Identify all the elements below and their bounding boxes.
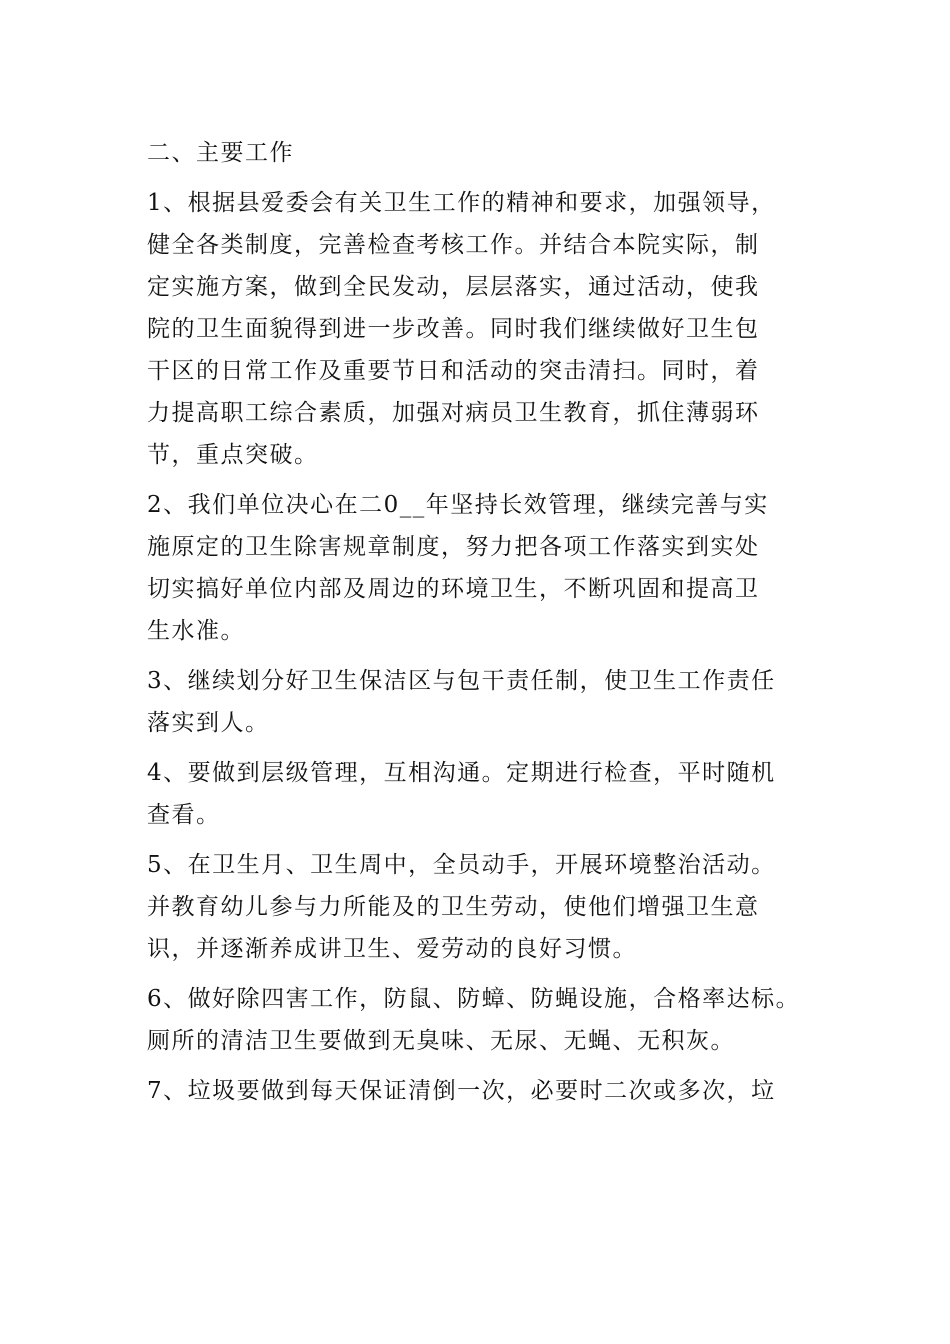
section-heading: 二、主要工作: [147, 140, 294, 166]
paragraph-line: 4、要做到层级管理，互相沟通。定期进行检查，平时随机: [147, 760, 776, 786]
paragraph-line: 定实施方案，做到全民发动，层层落实，通过活动，使我: [147, 274, 760, 300]
paragraph-line: 力提高职工综合素质，加强对病员卫生教育，抓住薄弱环: [147, 400, 760, 426]
paragraph-line: 1、根据县爱委会有关卫生工作的精神和要求，加强领导，: [147, 190, 776, 216]
paragraph-line: 干区的日常工作及重要节日和活动的突击清扫。同时，着: [147, 358, 760, 384]
paragraph-3: [147, 660, 817, 744]
paragraph-line: 健全各类制度，完善检查考核工作。并结合本院实际，制: [147, 232, 760, 258]
paragraph-1: [147, 182, 817, 476]
paragraph-line: 并教育幼儿参与力所能及的卫生劳动，使他们增强卫生意: [147, 894, 760, 920]
paragraph-line: 3、继续划分好卫生保洁区与包干责任制，使卫生工作责任: [147, 668, 776, 694]
paragraph-line: 节，重点突破。: [147, 442, 319, 468]
paragraph-4: [147, 752, 817, 836]
paragraph-7: [147, 1070, 817, 1112]
paragraph-line: 落实到人。: [147, 710, 270, 736]
paragraph-line: 2、我们单位决心在二0__年坚持长效管理，继续完善与实: [147, 492, 769, 518]
document-body: [147, 132, 817, 1112]
paragraph-line: 厕所的清洁卫生要做到无臭味、无尿、无蝇、无积灰。: [147, 1028, 735, 1054]
paragraph-line: 识，并逐渐养成讲卫生、爱劳动的良好习惯。: [147, 936, 637, 962]
paragraph-line: 切实搞好单位内部及周边的环境卫生，不断巩固和提高卫: [147, 576, 760, 602]
paragraph-line: 施原定的卫生除害规章制度，努力把各项工作落实到实处: [147, 534, 760, 560]
paragraph-line: 6、做好除四害工作，防鼠、防蟑、防蝇设施，合格率达标。: [147, 986, 801, 1012]
paragraph-line: 5、在卫生月、卫生周中，全员动手，开展环境整治活动。: [147, 852, 776, 878]
paragraph-5: [147, 844, 817, 970]
paragraph-line: 查看。: [147, 802, 221, 828]
paragraph-line: 7、垃圾要做到每天保证清倒一次，必要时二次或多次，垃: [147, 1078, 776, 1104]
paragraph-line: 院的卫生面貌得到进一步改善。同时我们继续做好卫生包: [147, 316, 760, 342]
paragraph-6: [147, 978, 817, 1062]
paragraph-2: [147, 484, 817, 652]
paragraph-line: 生水准。: [147, 618, 245, 644]
